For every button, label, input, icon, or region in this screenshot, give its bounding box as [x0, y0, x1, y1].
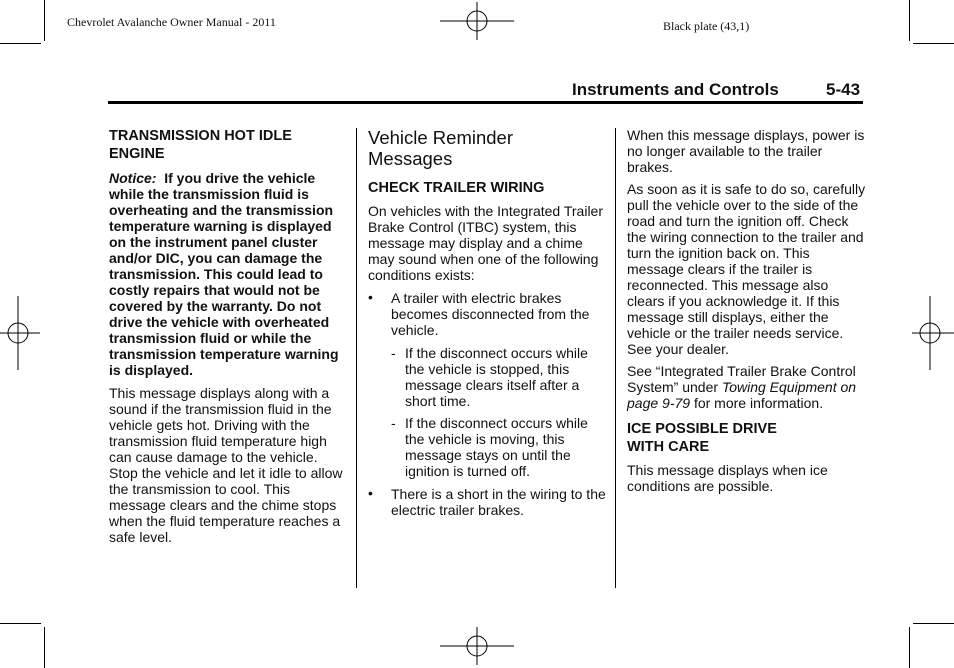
notice-block [109, 170, 345, 378]
crop-mark [913, 43, 954, 44]
cross-ref-lead: See “Integrated Trailer Brake Control System” under [627, 363, 856, 395]
heading-transmission-hot: TRANSMISSION HOT IDLE ENGINE [109, 128, 292, 162]
column-1 [109, 127, 345, 545]
registration-mark-left [0, 296, 40, 370]
column-3 [627, 127, 867, 494]
paragraph: On vehicles with the Integrated Trailer Brake Control (ITBC) system, this message may display and a chime may sound when one of the following conditions exists: [368, 203, 604, 283]
crop-mark [44, 627, 45, 668]
crop-mark [0, 43, 41, 44]
notice-text: If you drive the vehicle while the transmission fluid is overheating and the transmission temperature warning is displayed on the instrument panel cluster and/or DIC, you can damage the transmission. This could lead to costly repairs that would not be covered by the warranty. Do not drive the vehicle with overheated transmission fluid or while the transmission temperature warning is displayed. [109, 170, 339, 378]
section-heading: Vehicle Reminder Messages [368, 127, 513, 169]
list-item-text: A trailer with electric brakes becomes disconnected from the vehicle. [391, 290, 590, 338]
paragraph: As soon as it is safe to do so, carefully pull the vehicle over to the side of the road and turn the ignition off. Check the wiring connection to the trailer and turn the ignition back on. This message clears if the trailer is reconnected. This message also clears if you acknowledge it. If this message still displays, either the vehicle or the trailer needs service. See your dealer. [627, 181, 866, 357]
notice-label: Notice: [109, 170, 157, 186]
section-title: Instruments and Controls [572, 80, 779, 99]
paragraph: This message displays when ice conditions are possible. [627, 462, 828, 494]
crop-mark [909, 0, 910, 41]
list-item [368, 290, 606, 479]
registration-mark-right [912, 296, 954, 370]
list-item [391, 345, 606, 409]
list-item [368, 486, 606, 518]
column-2 [368, 127, 606, 518]
cross-reference-link[interactable]: Towing Equipment on page 9-79 [627, 379, 857, 411]
crop-mark [44, 0, 45, 41]
bullet-glyph: • [368, 485, 373, 501]
registration-mark-bottom [440, 627, 514, 665]
bullet-glyph: • [368, 289, 373, 305]
crop-mark [913, 623, 954, 624]
dash-glyph: - [391, 345, 396, 361]
sub-list [391, 345, 606, 479]
cross-ref-tail: for more information. [693, 395, 824, 411]
heading-check-trailer-wiring: CHECK TRAILER WIRING [368, 180, 545, 196]
list-item-text: If the disconnect occurs while the vehicle is moving, this message stays on until the ignition is turned off. [405, 415, 588, 479]
list-item-text: There is a short in the wiring to the electric trailer brakes. [391, 486, 606, 518]
crop-mark [909, 627, 910, 668]
crop-mark [0, 623, 41, 624]
paragraph: This message displays along with a sound if the transmission fluid in the vehicle gets hot. Driving with the transmission fluid temperature high can cause damage to the vehicle. Stop the vehicle and let it idle to allow the transmission to cool. This message clears and the chime stops when the fluid temperature reaches a safe level. [109, 385, 343, 545]
list-item-text: If the disconnect occurs while the vehicle is stopped, this message clears itself after a short time. [405, 345, 588, 409]
bullet-list [368, 290, 606, 518]
registration-mark-top [440, 2, 514, 40]
paragraph: When this message displays, power is no longer available to the trailer brakes. [627, 127, 865, 175]
paragraph [627, 363, 867, 411]
column-divider [356, 128, 357, 588]
column-divider [615, 128, 616, 588]
plate-label: Black plate (43,1) [663, 19, 750, 33]
manual-title: Chevrolet Avalanche Owner Manual - 2011 [67, 15, 276, 29]
dash-glyph: - [391, 415, 396, 431]
page-number: 5-43 [826, 80, 861, 99]
list-item [391, 415, 606, 479]
header-rule [108, 101, 863, 104]
heading-ice-possible: ICE POSSIBLE DRIVE WITH CARE [627, 421, 777, 455]
